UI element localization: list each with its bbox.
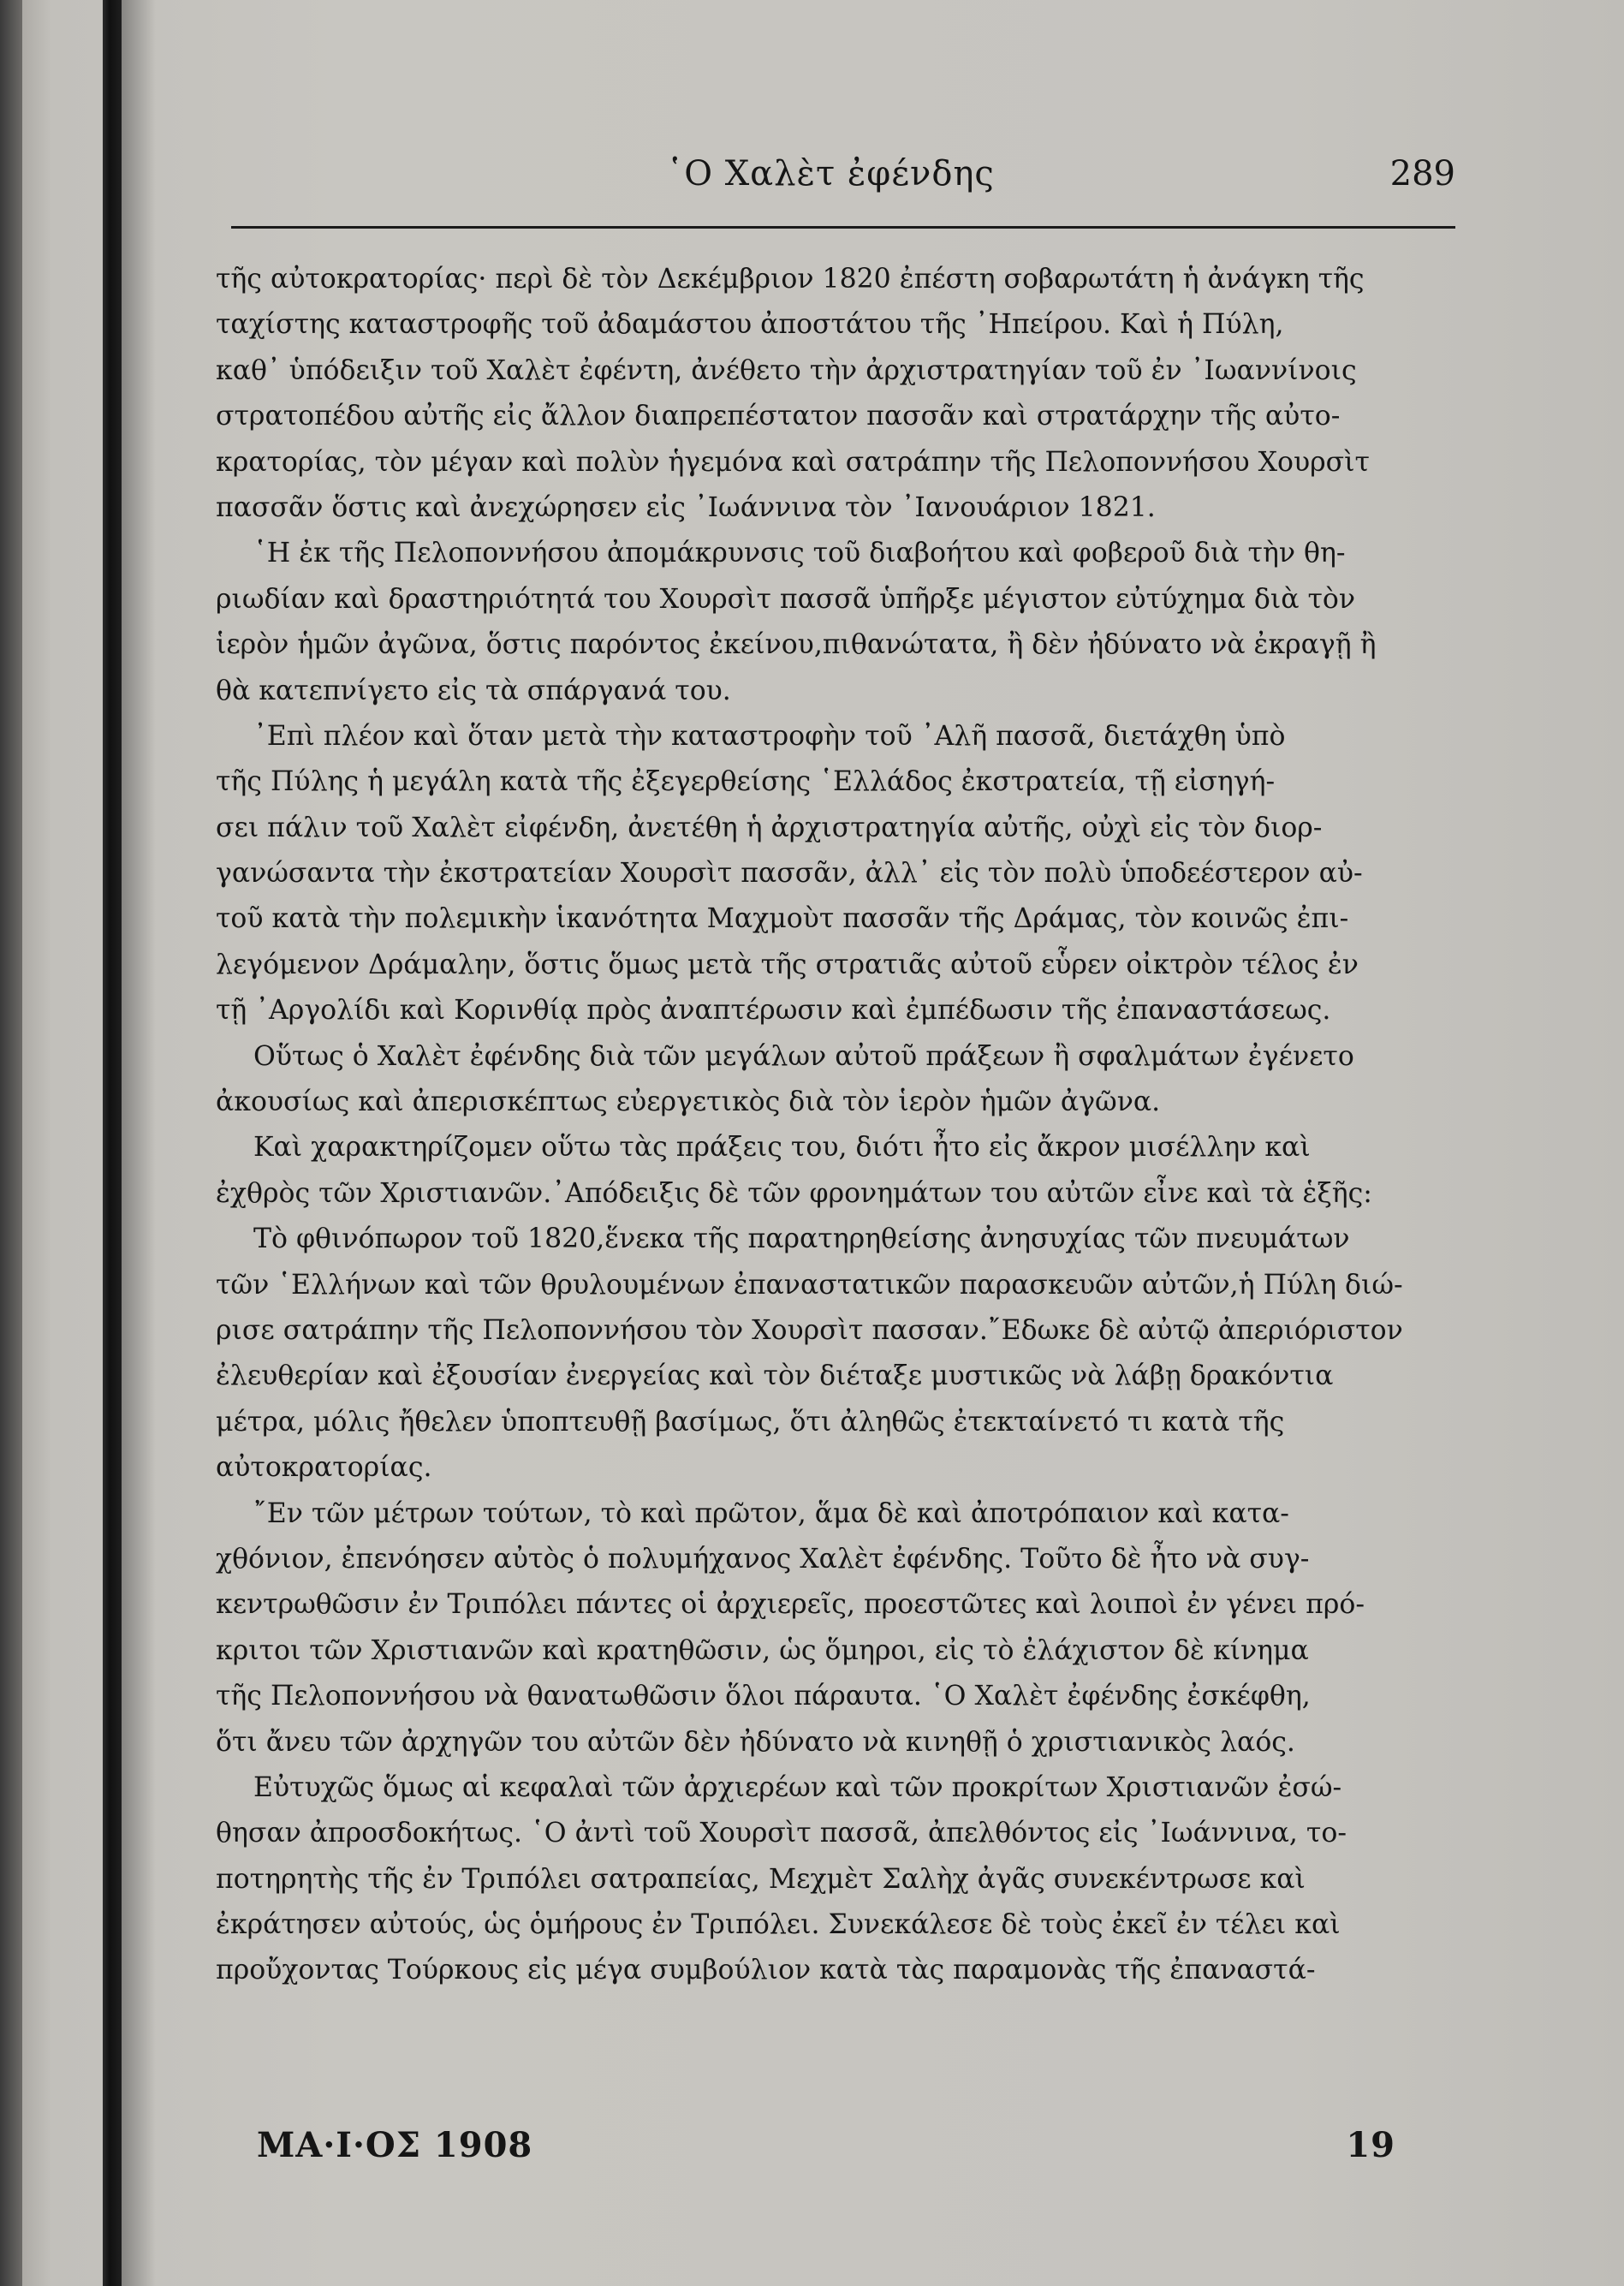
header-rule (231, 226, 1455, 229)
text-line: ἱερὸν ἡμῶν ἀγῶνα, ὅστις παρόντος ἐκείνου,πιθανώτατα, ἢ δὲν ἠδύνατο νὰ ἐκραγῇ ἢ (216, 629, 1377, 661)
text-line: χθόνιον, ἐπενόησεν αὐτὸς ὁ πολυμήχανος Χαλὲτ ἐφένδης. Τοῦτο δὲ ἦτο νὰ συγ- (216, 1543, 1310, 1575)
footer-issue-date: ΜΑ·Ι·ΟΣ 1908 (257, 2125, 533, 2165)
running-title: ῾Ο Χαλὲτ ἐφένδης (666, 154, 995, 193)
text-line: τῆς Πύλης ἡ μεγάλη κατὰ τῆς ἐξεγερθείσης ῾Ελλάδος ἐκστρατεία, τῇ εἰσηγή- (216, 766, 1276, 798)
text-line: στρατοπέδου αὐτῆς εἰς ἄλλον διαπρεπέστατον πασσᾶν καὶ στρατάρχην τῆς αὐτο- (216, 401, 1341, 432)
text-line: τοῦ κατὰ τὴν πολεμικὴν ἱκανότητα Μαχμοὺτ πασσᾶν τῆς Δράμας, τὸν κοινῶς ἐπι- (216, 903, 1349, 935)
page-header (205, 137, 1455, 214)
text-line: τῇ ᾿Αργολίδι καὶ Κορινθίᾳ πρὸς ἀναπτέρωσιν καὶ ἐμπέδωσιν τῆς ἐπαναστάσεως. (216, 995, 1331, 1027)
binding-shadow (122, 0, 156, 2286)
text-line: λεγόμενον Δράμαλην, ὅστις ὅμως μετὰ τῆς στρατιᾶς αὐτοῦ εὗρεν οἰκτρὸν τέλος ἐν (216, 949, 1359, 980)
text-line: τῆς Πελοποννήσου νὰ θανατωθῶσιν ὅλοι πάραυτα. ῾Ο Χαλὲτ ἐφένδης ἐσκέφθη, (216, 1681, 1311, 1712)
text-line: γανώσαντα τὴν ἐκστρατείαν Χουρσὶτ πασσᾶν, ἀλλ᾿ εἰς τὸν πολὺ ὑποδεέστερον αὐ- (216, 858, 1363, 890)
text-line: ἐλευθερίαν καὶ ἐξουσίαν ἐνεργείας καὶ τὸν διέταξε μυστικῶς νὰ λάβῃ δρακόντια (216, 1360, 1334, 1392)
text-line: ποτηρητὴς τῆς ἐν Τριπόλει σατραπείας, Μεχμὲτ Σαλὴχ ἀγᾶς συνεκέντρωσε καὶ (216, 1863, 1306, 1895)
text-line: ᾿Επὶ πλέον καὶ ὅταν μετὰ τὴν καταστροφὴν τοῦ ᾿Αλῆ πασσᾶ, διετάχθη ὑπὸ (253, 720, 1286, 752)
text-line: ριωδίαν καὶ δραστηριότητά του Χουρσὶτ πασσᾶ ὑπῆρξε μέγιστον εὐτύχημα διὰ τὸν (216, 583, 1356, 615)
text-line: Εὐτυχῶς ὅμως αἱ κεφαλαὶ τῶν ἀρχιερέων καὶ τῶν προκρίτων Χριστιανῶν ἐσώ- (253, 1771, 1342, 1803)
book-page (205, 137, 1455, 2165)
page-edge-shadow (0, 0, 22, 2286)
page-footer (257, 2125, 1395, 2176)
text-line: καθ᾿ ὑπόδειξιν τοῦ Χαλὲτ ἐφέντη, ἀνέθετο τὴν ἀρχιστρατηγίαν τοῦ ἐν ᾿Ιωαννίνοις (216, 354, 1357, 386)
text-line: κεντρωθῶσιν ἐν Τριπόλει πάντες οἱ ἀρχιερεῖς, προεστῶτες καὶ λοιποὶ ἐν γένει πρό- (216, 1589, 1365, 1621)
text-line: ῎Εν τῶν μέτρων τούτων, τὸ καὶ πρῶτον, ἅμα δὲ καὶ ἀποτρόπαιον καὶ κατα- (253, 1497, 1289, 1529)
page-number: 289 (1389, 154, 1455, 193)
footer-signature-number: 19 (1346, 2125, 1395, 2165)
text-line: πασσᾶν ὅστις καὶ ἀνεχώρησεν εἰς ᾿Ιωάννινα τὸν ᾿Ιανουάριον 1821. (216, 491, 1156, 523)
book-binding-gutter (103, 0, 122, 2286)
text-line: θησαν ἀπροσδοκήτως. ῾Ο ἀντὶ τοῦ Χουρσὶτ πασσᾶ, ἀπελθόντος εἰς ᾿Ιωάννινα, το- (216, 1818, 1347, 1849)
text-line: κρατορίας, τὸν μέγαν καὶ πολὺν ἡγεμόνα καὶ σατράπην τῆς Πελοποννήσου Χουρσὶτ (216, 446, 1370, 478)
text-line: Καὶ χαρακτηρίζομεν οὕτω τὰς πράξεις του, διότι ἦτο εἰς ἄκρον μισέλλην καὶ (253, 1132, 1311, 1164)
text-line: ταχίστης καταστροφῆς τοῦ ἀδαμάστου ἀποστάτου τῆς ᾿Ηπείρου. Καὶ ἡ Πύλη, (216, 309, 1284, 341)
text-line: κριτοι τῶν Χριστιανῶν καὶ κρατηθῶσιν, ὡς ὅμηροι, εἰς τὸ ἐλάχιστον δὲ κίνημα (216, 1634, 1309, 1666)
text-line: σει πάλιν τοῦ Χαλὲτ εἰφένδη, ἀνετέθη ἡ ἀρχιστρατηγία αὐτῆς, οὐχὶ εἰς τὸν διορ- (216, 812, 1323, 843)
text-line: ὅτι ἄνευ τῶν ἀρχηγῶν του αὐτῶν δὲν ἠδύνατο νὰ κινηθῇ ὁ χριστιανικὸς λαός. (216, 1726, 1295, 1758)
text-line: μέτρα, μόλις ἤθελεν ὑποπτευθῇ βασίμως, ὅτι ἀληθῶς ἐτεκταίνετό τι κατὰ τῆς (216, 1406, 1285, 1438)
text-line: ρισε σατράπην τῆς Πελοποννήσου τὸν Χουρσὶτ πασσαν.῎Εδωκε δὲ αὐτῷ ἀπεριόριστον (216, 1314, 1403, 1346)
text-line: Τὸ φθινόπωρον τοῦ 1820,ἕνεκα τῆς παρατηρηθείσης ἀνησυχίας τῶν πνευμάτων (253, 1223, 1350, 1255)
text-line: Οὕτως ὁ Χαλὲτ ἐφένδης διὰ τῶν μεγάλων αὐτοῦ πράξεων ἢ σφαλμάτων ἐγένετο (253, 1040, 1354, 1072)
text-line: προὔχοντας Τούρκους εἰς μέγα συμβούλιον κατὰ τὰς παραμονὰς τῆς ἐπαναστά- (216, 1955, 1316, 1986)
body-text (216, 257, 1455, 1994)
text-line: τῆς αὐτοκρατορίας· περὶ δὲ τὸν Δεκέμβριον 1820 ἐπέστη σοβαρωτάτη ἡ ἀνάγκη τῆς (216, 264, 1365, 295)
text-line: αὐτοκρατορίας. (216, 1452, 432, 1484)
text-line: ῾Η ἐκ τῆς Πελοποννήσου ἀπομάκρυνσις τοῦ διαβοήτου καὶ φοβεροῦ διὰ τὴν θη- (253, 538, 1346, 569)
text-line: τῶν ῾Ελλήνων καὶ τῶν θρυλουμένων ἐπαναστατικῶν παρασκευῶν αὐτῶν,ἡ Πύλη διώ- (216, 1269, 1403, 1301)
text-line: ἀκουσίως καὶ ἀπερισκέπτως εὐεργετικὸς διὰ τὸν ἱερὸν ἡμῶν ἀγῶνα. (216, 1086, 1161, 1118)
text-line: ἐχθρὸς τῶν Χριστιανῶν.᾿Απόδειξις δὲ τῶν φρονημάτων του αὐτῶν εἶνε καὶ τὰ ἑξῆς: (216, 1177, 1372, 1209)
text-line: ἐκράτησεν αὐτούς, ὡς ὁμήρους ἐν Τριπόλει. Συνεκάλεσε δὲ τοὺς ἐκεῖ ἐν τέλει καὶ (216, 1909, 1341, 1941)
text-line: θὰ κατεπνίγετο εἰς τὰ σπάργανά του. (216, 675, 731, 706)
